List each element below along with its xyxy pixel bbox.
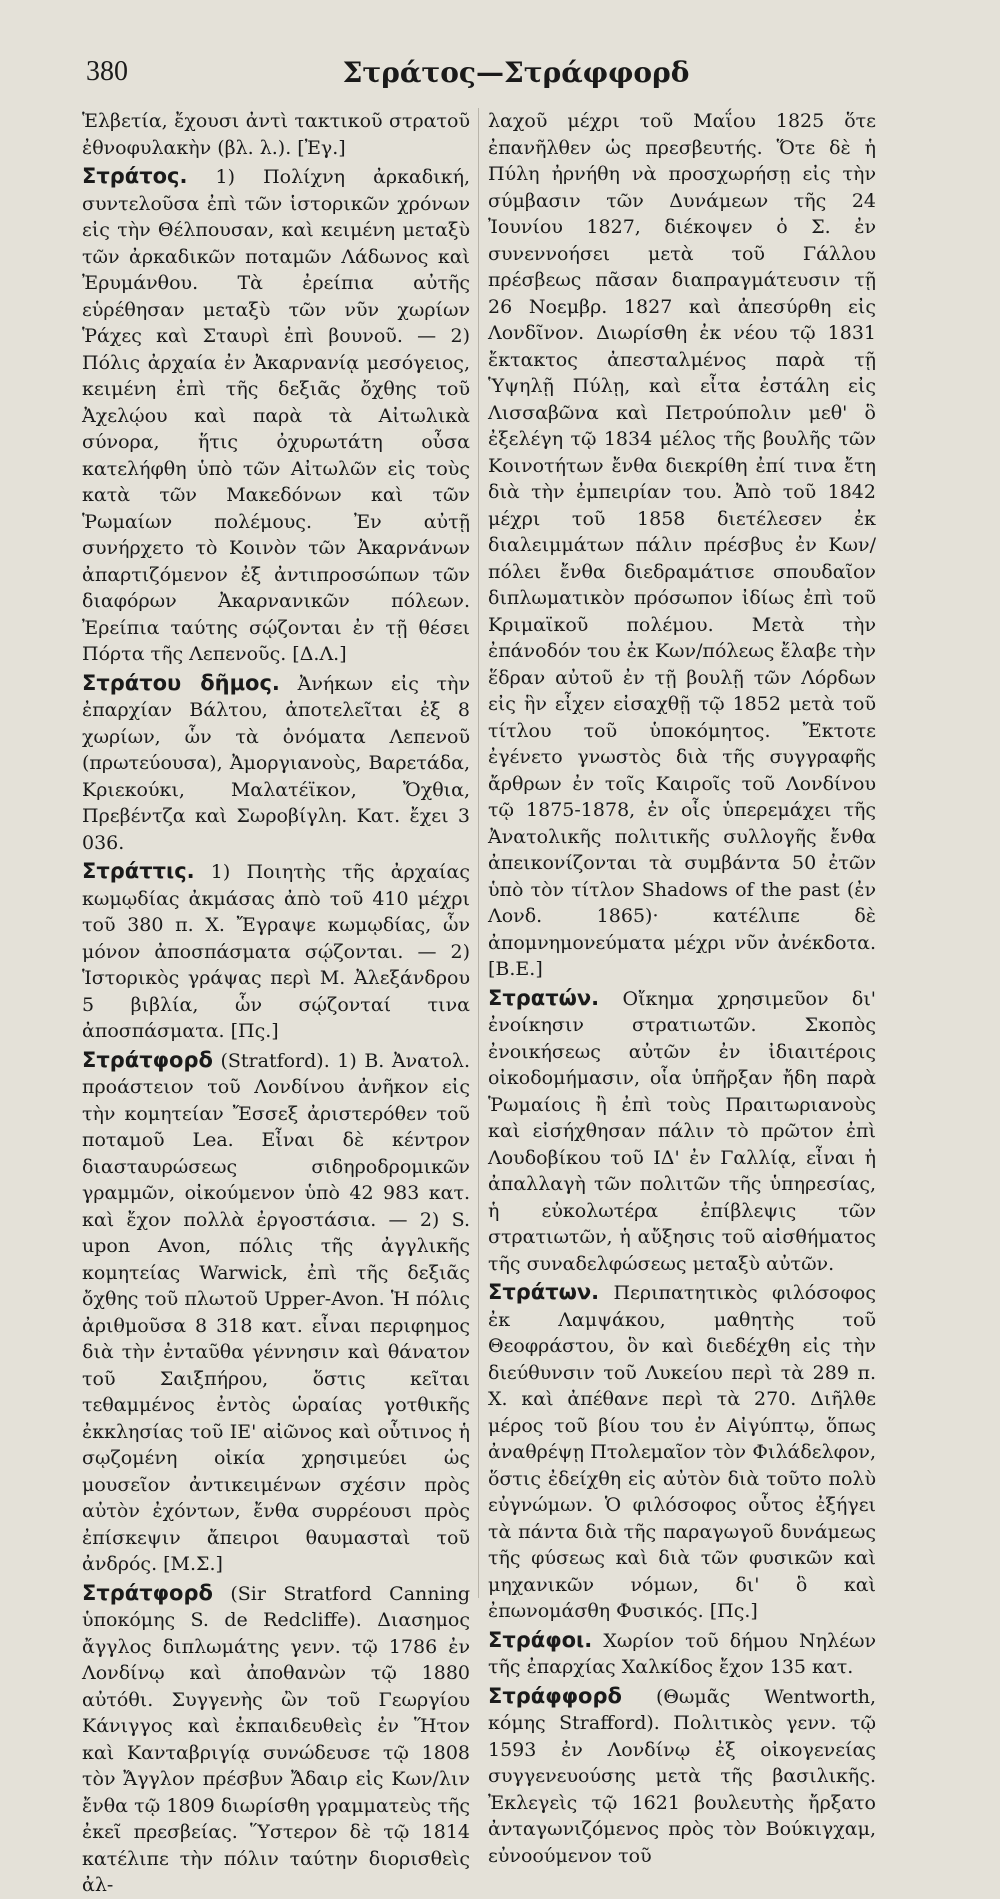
entry-text: Οἴκημα χρησιμεῦον δι' ἐνοίκησιν στρατιωτῶν. Σκοπὸς ἐνοικήσεως αὐτῶν ἐν ἰδιαιτέροις οἰκοδομήμασιν, οἷα ὑπῆρξαν ἤδη παρὰ Ῥωμαίοις ἢ ἐπὶ τοὺς Πραιτωριανοὺς καὶ εἰσήχθησαν πάλιν τὸ πρῶτον ἐπὶ Λουδοβίκου τοῦ ΙΔ' ἐν Γαλλίᾳ, εἶναι ἡ ἀπαλλαγὴ τῶν πολιτῶν τῆς ὑπηρεσίας, ἡ εὐκολωτέρα ἐπίβλεψις τῶν στρατιωτῶν, ἡ αὔξησις τοῦ αἰσθήματος τῆς συναδελφώσεως μεταξὺ αὐτῶν. (488, 987, 877, 1275)
column-divider (478, 108, 479, 1598)
entry-headword: Στρατών. (488, 985, 600, 1010)
entry-headword: Στράφφορδ (488, 1683, 622, 1708)
dictionary-entry (82, 670, 470, 857)
dictionary-entry (82, 1047, 470, 1578)
entry-headword: Στράφοι. (488, 1627, 593, 1652)
text-columns (82, 108, 954, 1896)
entry-text: Ἀνήκων εἰς τὴν ἐπαρχίαν Βάλτου, ἀποτελεῖται ἐξ 8 χωρίων, ὧν τὰ ὀνόματα Λεπενοῦ (πρωτεύουσα), Ἀμοργιανοὺς, Βαρετάδα, Κριεκούκι, Μαλατέϊκον, Ὄχθια, Πρεβέντζα καὶ Σωροβίγλη. Κατ. ἔχει 3 036. (82, 672, 470, 854)
entry-text: λαχοῦ μέχρι τοῦ Μαΐου 1825 ὅτε ἐπανῆλθεν ὡς πρεσβευτής. Ὅτε δὲ ἡ Πύλη ἠρνήθη νὰ προσχωρήσῃ εἰς τὴν σύμβασιν τῶν Δυνάμεων τῆς 24 Ἰουνίου 1827, διέκοψεν ὁ Σ. ἐν συνεννοήσει μετὰ τοῦ Γάλλου πρέσβεως πᾶσαν διαπραγμάτευσιν τῇ 26 Νοεμβρ. 1827 καὶ ἀπεσύρθη εἰς Λονδῖνον. Διωρίσθη ἐκ νέου τῷ 1831 ἔκτακτος ἀπεσταλμένος παρὰ τῇ Ὑψηλῇ Πύλῃ, καὶ εἶτα ἐστάλη εἰς Λισσαβῶνα καὶ Πετρούπολιν μεθ' ὃ ἐξελέγη τῷ 1834 μέλος τῆς βουλῆς τῶν Κοινοτήτων ἔνθα διεκρίθη ἐπί τινα ἔτη διὰ τὴν ἐμπειρίαν του. Ἀπὸ τοῦ 1842 μέχρι τοῦ 1858 διετέλεσεν ἐκ διαλειμμάτων πάλιν πρέσβυς ἐν Κων/πόλει ἔνθα διεδραμάτισε σπουδαῖον διπλωματικὸν πρόσωπον ἰδίως ἐπὶ τοῦ Κριμαϊκοῦ πολέμου. Μετὰ τὴν ἐπάνοδόν του ἐκ Κων/πόλεως ἔλαβε τὴν ἕδραν αὐτοῦ ἐν τῇ βουλῇ τῶν Λόρδων εἰς ἣν εἶχεν εἰσαχθῇ τῷ 1852 μετὰ τοῦ τίτλου τοῦ ὑποκόμητος. Ἔκτοτε ἐγένετο γνωστὸς διὰ τῆς συγγραφῆς ἄρθρων ἐν τοῖς Καιροῖς τοῦ Λονδίνου τῷ 1875-1878, ἐν οἷς ὑπερεμάχει τῆς Ἀνατολικῆς πολιτικῆς συλλογῆς ἔνθα ἀπεικονίζονται τὰ συμβάντα 50 ἐτῶν ὑπὸ τὸν τίτλον Shadows of the past (ἐν Λονδ. 1865)· κατέλιπε δὲ ἀπομνημονεύματα μέχρι νῦν ἀνέκδοτα. [Β.Ε.] (488, 110, 876, 980)
entry-text: (Θωμᾶς Wentworth, κόμης Strafford). Πολιτικὸς γενν. τῷ 1593 ἐν Λονδίνῳ ἐξ οἰκογενείας συγγενευούσης μετὰ τῆς βασιλικῆς. Ἐκλεγεὶς τῷ 1621 βουλευτὴς ἤρξατο ἀνταγωνιζόμενος πρὸς τὸν Βούκιγχαμ, εὐνοούμενον τοῦ (488, 1685, 877, 1867)
dictionary-entry (488, 1683, 876, 1870)
entry-headword: Στράτφορδ (82, 1580, 213, 1605)
entry-headword: Στράττις. (82, 859, 195, 883)
dictionary-entry (82, 108, 470, 161)
left-column (82, 108, 470, 1896)
dictionary-entry (488, 1279, 876, 1625)
entry-text: (Stratford). 1) Β. Ἀνατολ. προάστειον τοῦ Λονδίνου ἀνῆκον εἰς τὴν κομητείαν Ἔσσεξ ἀριστερόθεν τοῦ ποταμοῦ Lea. Εἶναι δὲ κέντρον διασταυρώσεως σιδηροδρομικῶν γραμμῶν, οἰκούμενον ὑπὸ 42 983 κατ. καὶ ἔχον πολλὰ ἐργοστάσια. — 2) S. upon Avon, πόλις τῆς ἀγγλικῆς κομητείας Warwick, ἐπὶ τῆς δεξιᾶς ὄχθης τοῦ πλωτοῦ Upper-Avon. Ἡ πόλις ἀριθμοῦσα 8 318 κατ. εἶναι περιφημος διὰ τὴν ἐνταῦθα γέννησιν καὶ θάνατον τοῦ Σαιξπήρου, ὅστις κεῖται τεθαμμένος ἐντὸς ὡραίας γοτθικῆς ἐκκλησίας τοῦ ΙΕ' αἰῶνος καὶ οὗτινος ἡ σῳζομένη οἰκία χρησιμεύει ὡς μουσεῖον ἀντικειμένων σχέσιν πρὸς αὐτὸν ἐχόντων, ἔνθα συρρέουσι πρὸς ἐπίσκεψιν ἄπειροι θαυμασταὶ τοῦ ἀνδρός. [Μ.Σ.] (82, 1049, 470, 1575)
entry-text: 1) Ποιητὴς τῆς ἀρχαίας κωμῳδίας ἀκμάσας ἀπὸ τοῦ 410 μέχρι τοῦ 380 π. Χ. Ἔγραψε κωμῳδίας, ὧν μόνον ἀποσπάσματα σῴζονται. — 2) Ἱστορικὸς γράψας περὶ Μ. Ἀλεξάνδρου 5 βιβλία, ὧν σῴζονταί τινα ἀποσπάσματα. [Πς.] (82, 861, 470, 1042)
entry-headword: Στράτφορδ (82, 1047, 213, 1072)
entry-text: Χωρίον τοῦ δήμου Νηλέων τῆς ἐπαρχίας Χαλκίδος ἔχον 135 κατ. (488, 1629, 876, 1678)
page-number: 380 (86, 56, 128, 87)
dictionary-entry (488, 108, 876, 983)
right-column (488, 108, 877, 1867)
page-header (86, 52, 946, 102)
entry-headword: Στράτων. (488, 1280, 600, 1304)
dictionary-entry (82, 858, 470, 1045)
running-head: Στράτος—Στράφφορδ (342, 56, 690, 89)
dictionary-entry (82, 163, 470, 668)
dictionary-entry (488, 985, 876, 1278)
entry-text: Ἑλβετία, ἔχουσι ἀντὶ τακτικοῦ στρατοῦ ἐθνοφυλακὴν (βλ. λ.). [Ἐγ.] (82, 110, 470, 159)
entry-text: Περιπατητικὸς φιλόσοφος ἐκ Λαμψάκου, μαθητὴς τοῦ Θεοφράστου, ὃν καὶ διεδέχθη εἰς τὴν διεύθυνσιν τοῦ Λυκείου περὶ τὰ 289 π. Χ. καὶ ἀπέθανε περὶ τὰ 270. Διῆλθε μέρος τοῦ βίου του ἐν Αἰγύπτῳ, ὅπως ἀναθρέψῃ Πτολεμαῖον τὸν Φιλάδελφον, ὅστις ἐδείχθη εἰς αὐτὸν διὰ τοῦτο πολὺ εὐγνώμων. Ὁ φιλόσοφος οὗτος ἐξήγει τὰ πάντα διὰ τῆς παραγωγοῦ δυνάμεως τῆς φύσεως καὶ διὰ τῶν φυσικῶν καὶ μηχανικῶν νόμων, δι' ὃ καὶ ἐπωνομάσθη Φυσικός. [Πς.] (488, 1282, 876, 1622)
dictionary-entry (488, 1627, 876, 1681)
entry-text: 1) Πολίχνη ἀρκαδική, συντελοῦσα ἐπὶ τῶν ἱστορικῶν χρόνων εἰς τὴν Θέλπουσαν, καὶ κειμένη μεταξὺ τῶν ἀρκαδικῶν ποταμῶν Λάδωνος καὶ Ἐρυμάνθου. Τὰ ἐρείπια αὐτῆς εὑρέθησαν μεταξὺ τῶν νῦν χωρίων Ῥάχες καὶ Σταυρὶ ἐπὶ βουνοῦ. — 2) Πόλις ἀρχαία ἐν Ἀκαρνανίᾳ μεσόγειος, κειμένη ἐπὶ τῆς δεξιᾶς ὄχθης τοῦ Ἀχελῴου καὶ παρὰ τὰ Αἰτωλικὰ σύνορα, ἥτις ὀχυρωτάτη οὖσα κατελήφθη ὑπὸ τῶν Αἰτωλῶν εἰς τοὺς κατὰ τῶν Μακεδόνων καὶ τῶν Ῥωμαίων πολέμους. Ἐν αὐτῇ συνήρχετο τὸ Κοινὸν τῶν Ἀκαρνάνων ἀπαρτιζόμενον ἐξ ἀντιπροσώπων τῶν διαφόρων Ἀκαρνανικῶν πόλεων. Ἐρείπια ταύτης σῴζονται ἐν τῇ θέσει Πόρτα τῆς Λεπενοῦς. [Δ.Λ.] (82, 166, 470, 665)
entry-headword: Στράτου δῆμος. (82, 670, 280, 695)
entry-text: (Sir Stratford Canning ὑποκόμης S. de Redcliffe). Διασημος ἄγγλος διπλωμάτης γενν. τῷ 1786 ἐν Λονδίνῳ καὶ ἀποθανὼν τῷ 1880 αὐτόθι. Συγγενὴς ὢν τοῦ Γεωργίου Κάνιγγος καὶ ἐκπαιδευθεὶς ἐν Ἥτον καὶ Κανταβριγίᾳ συνώδευσε τῷ 1808 τὸν Ἄγγλον πρέσβυν Ἄδαιρ εἰς Κων/λιν ἔνθα τῷ 1809 διωρίσθη γραμματεὺς τῆς ἐκεῖ πρεσβείας. Ὕστερον δὲ τῷ 1814 κατέλιπε τὴν πόλιν ταύτην διορισθεὶς ἀλ- (82, 1582, 470, 1896)
dictionary-entry (82, 1580, 470, 1899)
entry-headword: Στράτος. (82, 164, 188, 188)
